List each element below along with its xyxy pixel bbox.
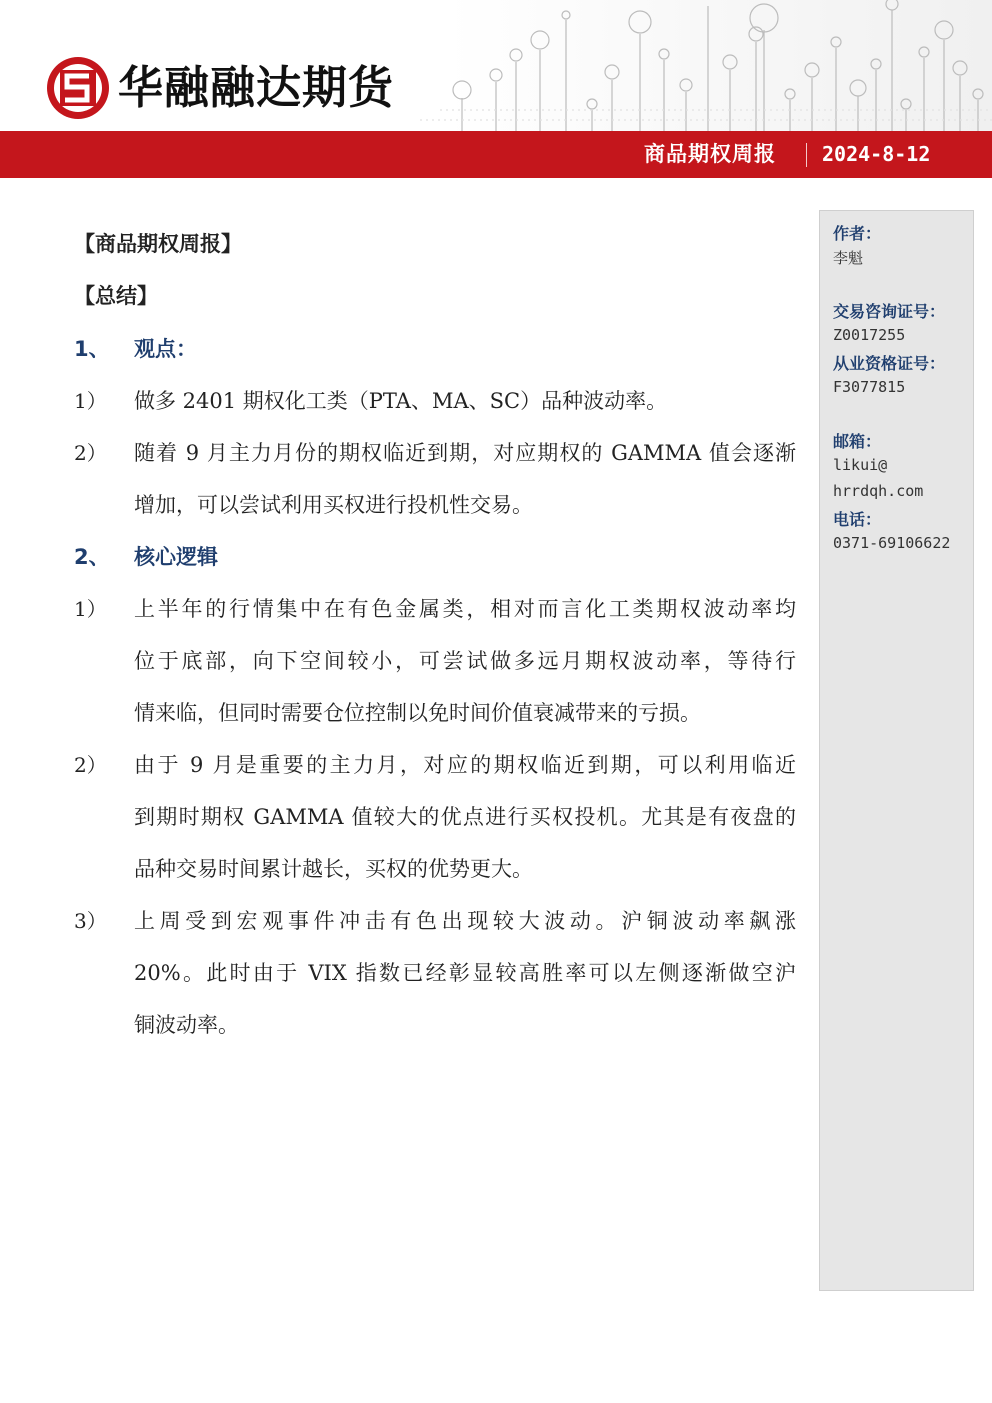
author-sidebar xyxy=(819,210,974,1291)
item-text-line: 情来临，但同时需要仓位控制以免时间价值衰减带来的亏损。 xyxy=(134,701,701,725)
qualification-number: F3077815 xyxy=(833,378,906,396)
item-text-line: 由于 9 月是重要的主力月，对应的期权临近到期，可以利用临近 xyxy=(134,753,796,777)
item-number: 2） xyxy=(74,753,107,777)
item-number: 2） xyxy=(74,441,107,465)
section-number: 2、 xyxy=(74,545,110,569)
item-text-line: 随着 9 月主力月份的期权临近到期，对应期权的 GAMMA 值会逐渐 xyxy=(134,441,796,465)
company-logo-icon xyxy=(45,55,111,121)
item-text-line: 增加，可以尝试利用买权进行投机性交易。 xyxy=(134,493,533,517)
email-line: likui@ xyxy=(833,456,888,474)
item-number: 1） xyxy=(74,389,107,413)
consult-label: 交易咨询证号： xyxy=(833,302,946,321)
qualification-label: 从业资格证号： xyxy=(833,354,946,373)
item-text-line: 到期时期权 GAMMA 值较大的优点进行买权投机。尤其是有夜盘的 xyxy=(134,805,796,829)
item-text-line: 位于底部，向下空间较小，可尝试做多远月期权波动率，等待行 xyxy=(134,649,796,673)
section-title: 核心逻辑 xyxy=(134,545,218,569)
summary-heading: 【总结】 xyxy=(74,284,158,308)
report-title: 商品期权周报 xyxy=(644,142,776,166)
item-text-line: 铜波动率。 xyxy=(134,1013,239,1037)
title-bar xyxy=(0,131,992,178)
consult-number: Z0017255 xyxy=(833,326,906,344)
item-text-line: 上半年的行情集中在有色金属类，相对而言化工类期权波动率均 xyxy=(134,597,796,621)
brand-name: 华融融达期货 xyxy=(118,61,395,114)
email-line: hrrdqh.com xyxy=(833,482,924,500)
author-label: 作者： xyxy=(833,224,882,243)
item-text-line: 品种交易时间累计越长，买权的优势更大。 xyxy=(134,857,533,881)
author-name: 李魁 xyxy=(833,249,864,267)
doc-title: 【商品期权周报】 xyxy=(74,232,242,256)
report-header xyxy=(0,0,992,178)
email-label: 邮箱： xyxy=(833,432,882,451)
phone-label: 电话： xyxy=(833,510,882,529)
item-text-line: 做多 2401 期权化工类（PTA、MA、SC）品种波动率。 xyxy=(134,389,668,413)
item-number: 3） xyxy=(74,909,107,933)
phone-number: 0371-69106622 xyxy=(833,534,951,552)
item-text-line: 上周受到宏观事件冲击有色出现较大波动。沪铜波动率飙涨 xyxy=(134,909,796,933)
item-number: 1） xyxy=(74,597,107,621)
title-divider xyxy=(806,143,807,167)
section-title: 观点： xyxy=(134,337,197,361)
section-number: 1、 xyxy=(74,337,110,361)
report-date: 2024-8-12 xyxy=(822,142,931,166)
item-text-line: 20%。此时由于 VIX 指数已经彰显较高胜率可以左侧逐渐做空沪 xyxy=(134,961,796,985)
